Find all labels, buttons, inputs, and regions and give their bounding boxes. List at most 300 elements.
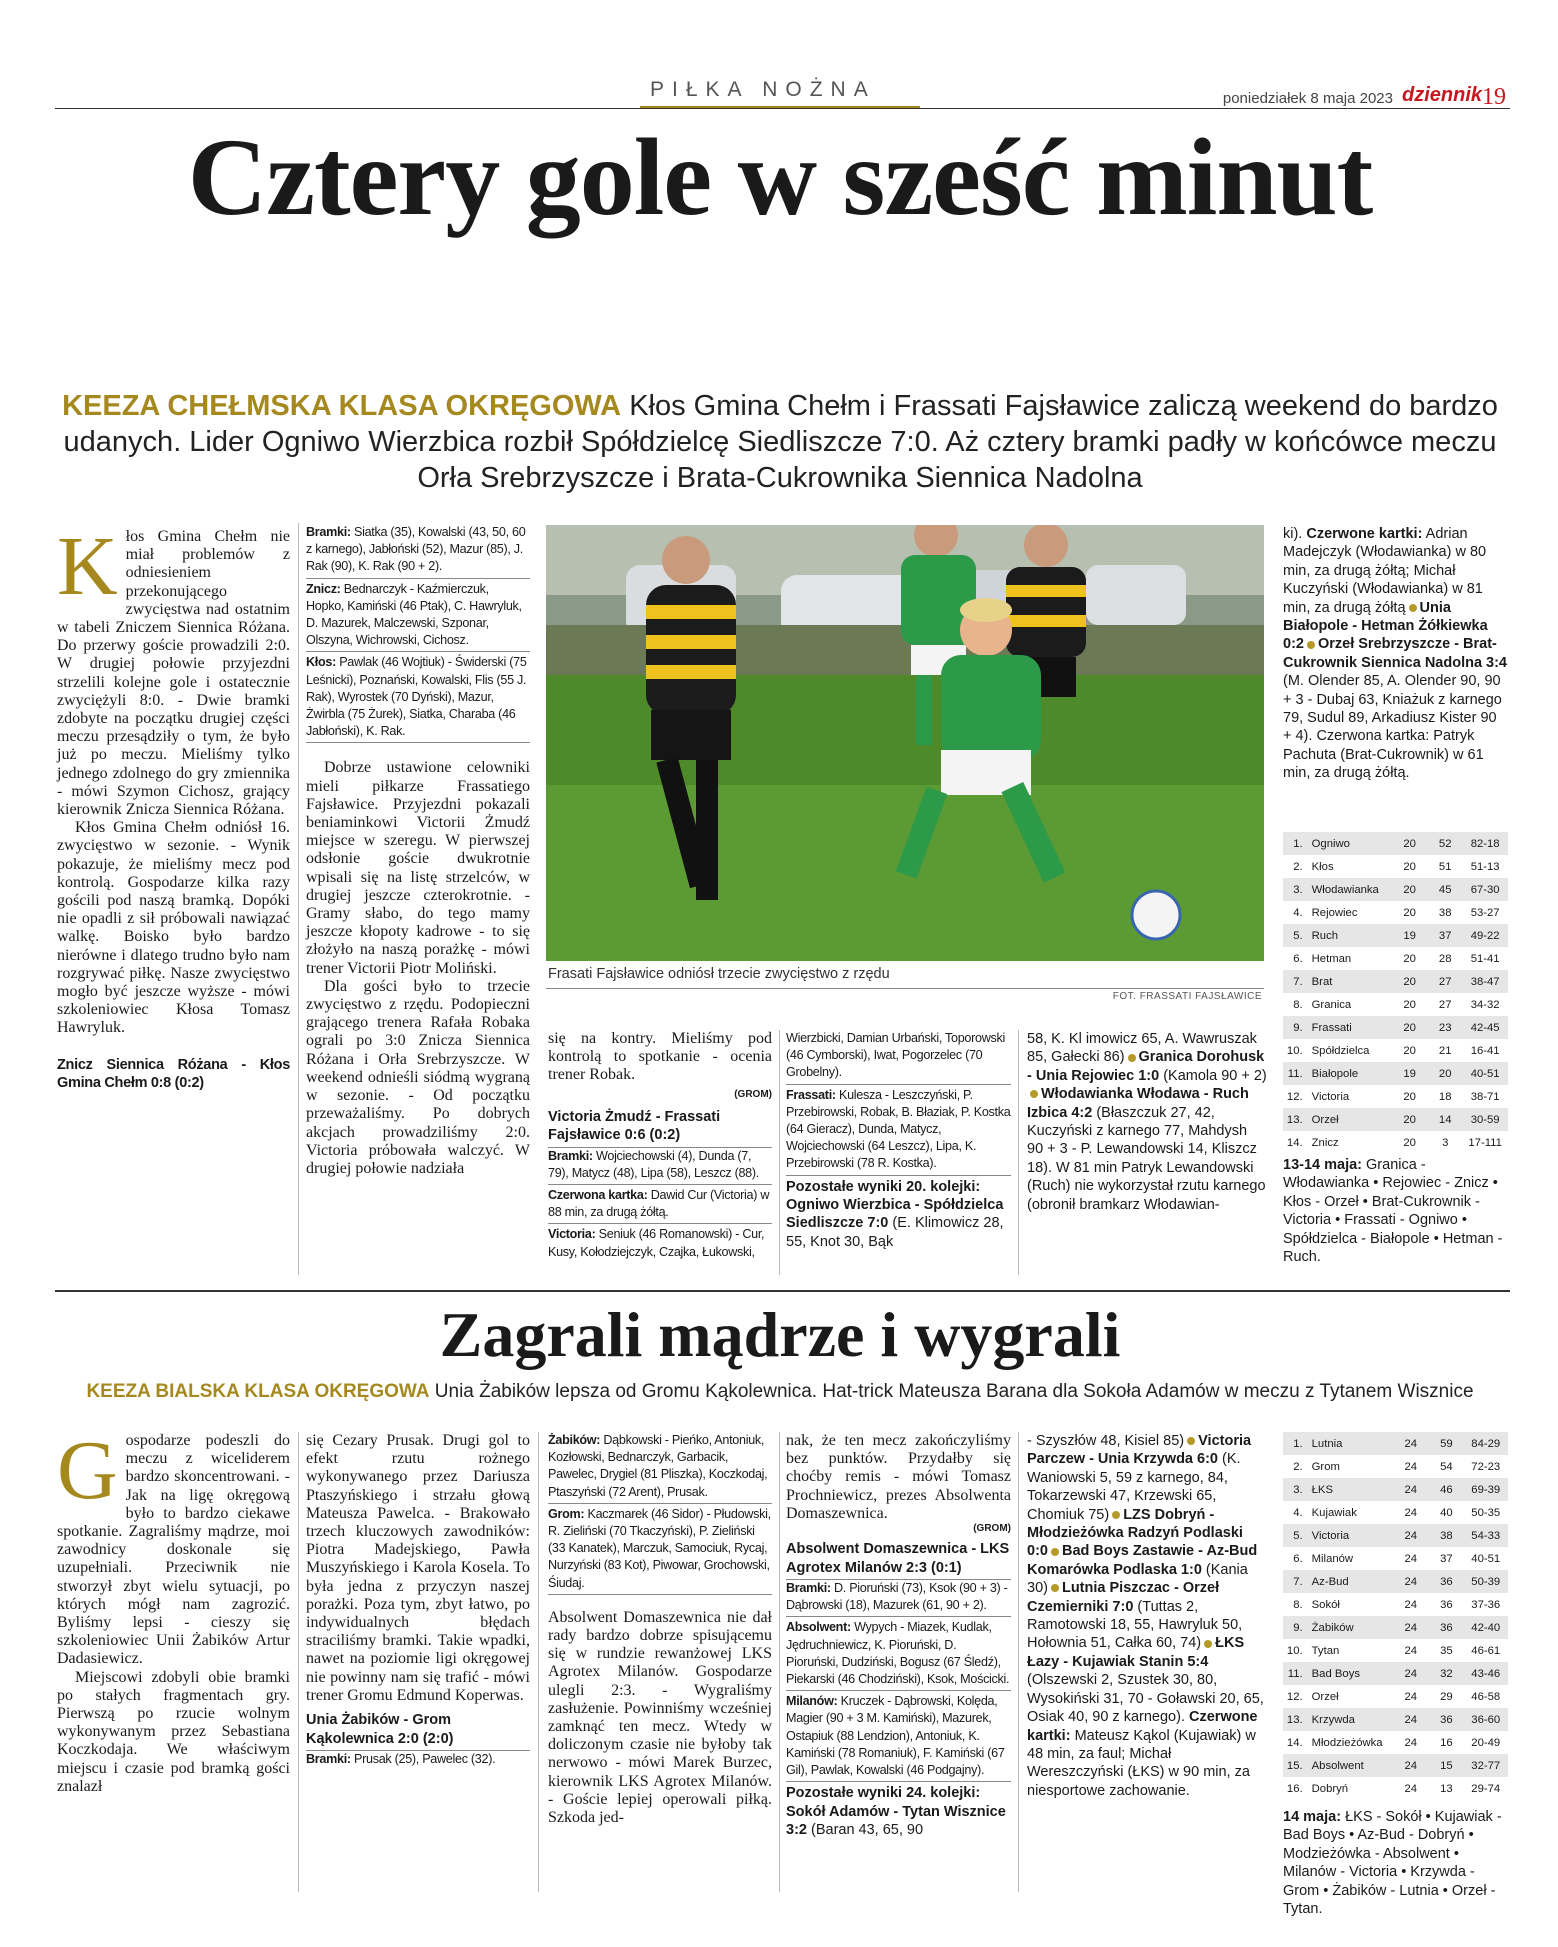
article1-col3 bbox=[548, 1030, 772, 1261]
next-round-label: 14 maja: bbox=[1283, 1809, 1342, 1825]
cell-goals: 29-74 bbox=[1471, 1782, 1501, 1795]
article1-col3-author: (GROM) bbox=[734, 1088, 772, 1100]
cell-goals: 34-32 bbox=[1470, 998, 1500, 1011]
article2-milanow-lineup bbox=[786, 1690, 1011, 1779]
victoria-label: Victoria: bbox=[548, 1227, 596, 1242]
cell-points: 38 bbox=[1440, 1529, 1453, 1542]
cell-points: 15 bbox=[1440, 1759, 1453, 1772]
article1-match2: Victoria Żmudź - Frassati Fajsławice 0:6 (0:2) bbox=[548, 1108, 772, 1148]
result-orzel-scorers: (M. Olender 85, A. Olender 90, 90 + 3 - Dubaj 63, Kniażuk z karnego 79, Sudul 89, Arkadiusz Kister 90 + 4). Czerwona kartka: Patryk Pachuta (Brat-Cukrownik) w 61 min, za drugą żółtą. bbox=[1283, 673, 1502, 782]
article1-lead-label: KEEZA CHEŁMSKA KLASA OKRĘGOWA bbox=[62, 390, 622, 422]
cell-points: 40 bbox=[1440, 1506, 1453, 1519]
caption-rule bbox=[546, 988, 1264, 989]
milanow-label: Milanów: bbox=[786, 1694, 838, 1709]
article2-bramki2 bbox=[786, 1580, 1011, 1614]
col-divider bbox=[779, 1030, 780, 1275]
pozostale-label: Pozostałe wyniki 20. kolejki: bbox=[786, 1178, 981, 1195]
photo-credit: FOT. FRASSATI FAJSŁAWICE bbox=[1112, 991, 1262, 1002]
article2-zabikow-lineup bbox=[548, 1432, 772, 1501]
table-row bbox=[1283, 1039, 1508, 1062]
photo-caption: Frasati Fajsławice odniósł trzecie zwycięstwo z rzędu bbox=[548, 966, 890, 982]
cell-goals: 84-29 bbox=[1471, 1437, 1501, 1450]
article1-lead-text: Kłos Gmina Chełm i Frassati Fajsławice zaliczą weekend do bardzo udanych. Lider Ogniwo Wierzbica rozbił Spółdzielcę Siedliszcze 7:0. Aż cztery bramki padły w końcówce meczu Orła Srebrzyszcze i Brata-Cukrownika Siennica Nadolna bbox=[63, 390, 1498, 494]
article2-lead-label: KEEZA BIALSKA KLASA OKRĘGOWA bbox=[86, 1381, 430, 1402]
result-sokol: Sokół Adamów - Tytan Wisznice 3:2 bbox=[786, 1803, 1006, 1839]
article2-match2: Absolwent Domaszewnica - LKS Agrotex Milanów 2:3 (0:1) bbox=[786, 1540, 1011, 1580]
article2-col4 bbox=[786, 1432, 1011, 1839]
table-row bbox=[1283, 1108, 1508, 1131]
cell-points: 36 bbox=[1440, 1621, 1453, 1634]
zabikow-text: Dąbkowski - Pieńko, Antoniuk, Kozłowski, Bednarczyk, Garbacik, Pawelec, Drygiel (81 Pliszka), Koczkodaj, Ptaszyński (72 Arent), Prusak. bbox=[548, 1433, 768, 1499]
cell-points: 32 bbox=[1440, 1667, 1453, 1680]
cell-position: 3. bbox=[1293, 883, 1303, 896]
cell-points: 13 bbox=[1440, 1782, 1453, 1795]
col-divider bbox=[298, 1432, 299, 1892]
cell-team: Lutnia bbox=[1311, 1437, 1343, 1450]
bullet-icon bbox=[1051, 1584, 1059, 1592]
cell-position: 1. bbox=[1293, 1437, 1303, 1450]
cell-position: 10. bbox=[1286, 1044, 1303, 1057]
cell-points: 37 bbox=[1440, 1552, 1453, 1565]
cell-points: 3 bbox=[1442, 1136, 1449, 1149]
standings-table-chelm bbox=[1283, 832, 1508, 1154]
article1-col6 bbox=[1283, 525, 1508, 783]
cell-position: 11. bbox=[1287, 1667, 1303, 1680]
cell-team: Orzeł bbox=[1311, 1113, 1339, 1126]
cell-position: 1. bbox=[1293, 837, 1303, 850]
result-victoria: Victoria Parczew - Unia Krzywda 6:0 bbox=[1027, 1433, 1252, 1468]
result-lutnia: Lutnia Piszczac - Orzeł Czemierniki 7:0 bbox=[1027, 1580, 1220, 1615]
cell-points: 36 bbox=[1440, 1713, 1453, 1726]
cell-matches: 24 bbox=[1404, 1667, 1418, 1680]
result-granica: Granica Dorohusk - Unia Rejowiec 1:0 bbox=[1027, 1049, 1265, 1084]
table-row bbox=[1283, 878, 1508, 901]
cell-matches: 24 bbox=[1404, 1460, 1418, 1473]
table-row bbox=[1283, 1708, 1508, 1731]
result-lks-scorers: (Olszewski 2, Szustek 30, 80, Wysokiński 31, 70 - Goławski 20, 65, Osiak 40, 90 z karnego). bbox=[1027, 1672, 1264, 1726]
cell-goals: 37-36 bbox=[1471, 1598, 1501, 1611]
article2-match1: Unia Żabików - Grom Kąkolewnica 2:0 (2:0) bbox=[306, 1711, 530, 1751]
article1-victoria-lineup bbox=[548, 1223, 772, 1260]
cell-matches: 20 bbox=[1403, 975, 1416, 988]
cell-matches: 20 bbox=[1403, 860, 1416, 873]
bullet-icon bbox=[1204, 1640, 1212, 1648]
cell-team: Victoria bbox=[1311, 1529, 1350, 1542]
cell-matches: 24 bbox=[1404, 1736, 1418, 1749]
bramki2-label: Bramki: bbox=[786, 1581, 831, 1596]
table-row bbox=[1283, 1131, 1508, 1154]
table-row bbox=[1283, 1754, 1508, 1777]
cell-points: 38 bbox=[1438, 906, 1452, 919]
table-row bbox=[1283, 1731, 1508, 1754]
article1-victoria-cont: Wierzbicki, Damian Urbański, Toporowski (46 Cymborski), Iwat, Pogorzelec (70 Grobelny). bbox=[786, 1031, 1006, 1080]
cell-team: Rejowiec bbox=[1311, 906, 1358, 919]
cell-position: 5. bbox=[1293, 929, 1303, 942]
bramki2-label: Bramki: bbox=[548, 1148, 593, 1163]
cell-position: 9. bbox=[1293, 1621, 1303, 1634]
cell-team: Ogniwo bbox=[1311, 837, 1350, 850]
article2-col3-text: Absolwent Domaszewnica nie dał rady bardzo dobrze spisującemu się w rundzie rewanżowej LKS Agrotex Milanów. Gospodarze ulegli 2:3. - Wygraliśmy zasłużenie. Powinniśmy wcześniej zamknąć ten mecz. Wtedy w doliczonym czasie nie byłoby tak nerwowo - mówi Marek Burzec, kierownik LKS Agrotex Milanów. - Goście lepiej operowali piłką. Szkoda jed- bbox=[548, 1608, 772, 1827]
article2-title: Zagrali mądrze i wygrali bbox=[439, 1299, 1121, 1370]
cell-points: 27 bbox=[1438, 998, 1452, 1011]
article1-col3-text: się na kontry. Mieliśmy pod kontrolą to spotkanie - ocenia trener Robak. bbox=[548, 1030, 772, 1084]
article2-results1 bbox=[786, 1781, 1011, 1839]
cell-matches: 20 bbox=[1403, 1136, 1416, 1149]
cell-matches: 24 bbox=[1404, 1506, 1418, 1519]
table-row bbox=[1283, 1016, 1508, 1039]
table-row bbox=[1283, 855, 1508, 878]
col-divider bbox=[1018, 1030, 1019, 1275]
cell-position: 13. bbox=[1286, 1113, 1303, 1126]
cell-position: 2. bbox=[1293, 1460, 1303, 1473]
frassati-text: Kulesza - Leszczyński, P. Przebirowski, Robak, B. Błaziak, P. Kostka (64 Gieracz), Dunda, Matycz, Wojciechowski (64 Leszcz), Lipa, K. Przebirowski (78 R. Kostka). bbox=[786, 1087, 1011, 1171]
article2-bramki1 bbox=[306, 1751, 530, 1768]
table-row bbox=[1283, 832, 1508, 855]
result-bialopole: Unia Białopole - Hetman Żółkiewka 0:2 bbox=[1283, 599, 1488, 653]
result-ogniwo-scorers: (E. Klimowicz 28, 55, Knot 30, Bąk bbox=[786, 1215, 1004, 1250]
cell-team: Brat bbox=[1311, 975, 1333, 988]
cell-points: 37 bbox=[1438, 929, 1452, 942]
cell-position: 13. bbox=[1286, 1713, 1303, 1726]
bullet-icon bbox=[1051, 1548, 1059, 1556]
cell-team: Młodzieżówka bbox=[1311, 1736, 1383, 1749]
result-wlodawianka: Włodawianka Włodawa - Ruch Izbica 4:2 bbox=[1027, 1086, 1249, 1121]
article2-col2-text: się Cezary Prusak. Drugi gol to efekt rzutu rożnego wykonywanego przez Dariusza Ptaszyńskiego i strzału głową Mateusza Pawelca. - Brakowało trzech kluczowych zawodników: Piotra Madejskiego, Pawła Muszyńskiego i Karola Kosela. To była jedna z przyczyn naszej porażki. Poza tym, zbyt łatwo, po indywidualnych błędach straciliśmy bramki. Takie wpadki, nawet na poziomie ligi okręgowej nie powinny nam się trafić - mówi trener Gromu Edmund Koperwas. bbox=[306, 1432, 530, 1704]
cell-goals: 42-45 bbox=[1470, 1021, 1500, 1034]
next-round-text: Granica - Włodawianka • Rejowiec - Znicz • Kłos - Orzeł • Brat-Cukrownik - Victoria • Frassati - Ogniwo • Spółdzielca - Białopole • Hetman - Ruch. bbox=[1283, 1157, 1503, 1266]
article1-dropcap: K bbox=[57, 520, 118, 613]
cell-points: 29 bbox=[1440, 1690, 1453, 1703]
bramki-label: Bramki: bbox=[306, 525, 351, 539]
cell-team: Białopole bbox=[1311, 1067, 1359, 1080]
cell-position: 16. bbox=[1286, 1782, 1303, 1795]
match-photo bbox=[546, 525, 1264, 961]
red-cards-text: Adrian Madejczyk (Włodawianka) w 80 min, za drugą żółtą; Michał Kuczyński (Włodawianka) w 81 min, za drugą żółtą bbox=[1283, 526, 1487, 616]
article2-lead bbox=[60, 1380, 1500, 1403]
table-row bbox=[1283, 1685, 1508, 1708]
cell-goals: 72-23 bbox=[1471, 1460, 1501, 1473]
result-dobryn: LZS Dobryń - Młodzieżówka Radzyń Podlaski 0:0 bbox=[1027, 1506, 1243, 1560]
cell-points: 27 bbox=[1438, 975, 1452, 988]
absolwent-label: Absolwent: bbox=[786, 1620, 851, 1635]
klos-label: Kłos: bbox=[306, 655, 336, 670]
table-row bbox=[1283, 1085, 1508, 1108]
article1-results1 bbox=[786, 1175, 1011, 1252]
cell-goals: 51-41 bbox=[1470, 952, 1500, 965]
milanow-text: Kruczek - Dąbrowski, Kolęda, Magier (90 + 3 M. Kamiński), Mazurek, Ostapiuk (88 Lendzion), Antoniuk, K. Kamiński (78 Romaniuk), F. Kamiński (67 Gil), Pawlak, Kowalski (46 Podgajny). bbox=[786, 1694, 1005, 1778]
table-row bbox=[1283, 1777, 1508, 1800]
cell-team: Krzywda bbox=[1311, 1713, 1355, 1726]
pozostale-label: Pozostałe wyniki 24. kolejki: bbox=[786, 1785, 981, 1802]
cell-position: 7. bbox=[1293, 1575, 1303, 1588]
cell-position: 14. bbox=[1286, 1736, 1303, 1749]
article1-col5 bbox=[1027, 1030, 1267, 1214]
cell-matches: 20 bbox=[1403, 1090, 1416, 1103]
cell-goals: 20-49 bbox=[1471, 1736, 1501, 1749]
table-row bbox=[1283, 1662, 1508, 1685]
article2-lead-text: Unia Żabików lepsza od Gromu Kąkolewnica. Hat-trick Mateusza Barana dla Sokoła Adamów w meczu z Tytanem Wisznice bbox=[434, 1381, 1474, 1402]
table-row bbox=[1283, 1432, 1508, 1455]
cell-points: 36 bbox=[1440, 1598, 1453, 1611]
bullet-icon bbox=[1409, 604, 1417, 612]
cell-matches: 24 bbox=[1404, 1483, 1418, 1496]
cell-matches: 19 bbox=[1403, 929, 1416, 942]
cell-team: Tytan bbox=[1311, 1644, 1340, 1657]
article1-kartka bbox=[548, 1184, 772, 1221]
match-photo-image bbox=[546, 525, 1264, 961]
article2-col5 bbox=[1027, 1432, 1267, 1800]
table-row bbox=[1283, 993, 1508, 1016]
cell-team: ŁKS bbox=[1311, 1483, 1333, 1496]
cell-position: 4. bbox=[1293, 1506, 1303, 1519]
table-row bbox=[1283, 1501, 1508, 1524]
cell-team: Milanów bbox=[1311, 1552, 1354, 1565]
cell-position: 6. bbox=[1293, 1552, 1303, 1565]
cell-matches: 24 bbox=[1404, 1782, 1418, 1795]
cell-points: 46 bbox=[1440, 1483, 1453, 1496]
red-cards-label: Czerwone kartki: bbox=[1306, 526, 1423, 542]
cell-matches: 20 bbox=[1403, 998, 1416, 1011]
result-ogniwo: Ogniwo Wierzbica - Spółdzielca Siedliszcze 7:0 bbox=[786, 1197, 1004, 1232]
cell-points: 45 bbox=[1438, 883, 1452, 896]
cell-team: Sokół bbox=[1311, 1598, 1340, 1611]
article2-col2 bbox=[306, 1432, 530, 1768]
cell-points: 35 bbox=[1440, 1644, 1453, 1657]
article1-klos-lineup bbox=[306, 651, 530, 743]
cell-points: 52 bbox=[1438, 837, 1452, 850]
cell-points: 51 bbox=[1438, 860, 1452, 873]
cell-goals: 43-46 bbox=[1471, 1667, 1501, 1680]
cell-goals: 49-22 bbox=[1470, 929, 1500, 942]
result-orzel: Orzeł Srebrzyszcze - Brat-Cukrownik Siennica Nadolna 3:4 bbox=[1283, 636, 1507, 671]
result-sokol-scorers: (Baran 43, 65, 90 bbox=[811, 1822, 924, 1839]
col6-continued: ki). bbox=[1283, 526, 1303, 542]
znicz-label: Znicz: bbox=[306, 581, 341, 596]
cell-goals: 42-40 bbox=[1471, 1621, 1501, 1634]
table-row bbox=[1283, 1593, 1508, 1616]
article1-col4 bbox=[786, 1030, 1011, 1251]
grom-text: Kaczmarek (46 Sidor) - Płudowski, R. Zieliński (70 Tkaczyński), P. Zieliński (33 Kanatek), Marczuk, Samociuk, Rycaj, Nurzyński (83 Kot), Piwowar, Grochowski, Śiudaj. bbox=[548, 1506, 771, 1590]
cell-goals: 40-51 bbox=[1470, 1067, 1500, 1080]
zabikow-label: Żabików: bbox=[548, 1433, 601, 1447]
article1-frassati-lineup bbox=[786, 1084, 1011, 1173]
cell-team: Granica bbox=[1311, 998, 1352, 1011]
cell-matches: 24 bbox=[1404, 1437, 1418, 1450]
cell-team: Ruch bbox=[1311, 929, 1339, 942]
cell-team: Bad Boys bbox=[1311, 1667, 1360, 1680]
article2-col3 bbox=[548, 1432, 772, 1827]
cell-matches: 24 bbox=[1404, 1552, 1418, 1565]
table-row bbox=[1283, 901, 1508, 924]
table-row bbox=[1283, 1570, 1508, 1593]
bullet-icon bbox=[1030, 1090, 1038, 1098]
red-cards2-text: Mateusz Kąkol (Kujawiak) w 48 min, za faul; Michał Wereszczyński (ŁKS) w 90 min, za niesportowe zachowanie. bbox=[1027, 1727, 1256, 1799]
table-row bbox=[1283, 1478, 1508, 1501]
cell-position: 11. bbox=[1287, 1067, 1303, 1080]
result-ogniwo-cont: 58, K. Kl imowicz 65, A. Wawruszak 85, Gałecki 86) bbox=[1027, 1031, 1257, 1066]
cell-points: 59 bbox=[1440, 1437, 1453, 1450]
issue-date: poniedziałek 8 maja 2023 bbox=[1222, 90, 1393, 107]
cell-team: Żabików bbox=[1311, 1621, 1354, 1634]
col-divider bbox=[298, 523, 299, 1275]
cell-points: 16 bbox=[1440, 1736, 1453, 1749]
cell-goals: 67-30 bbox=[1470, 883, 1500, 896]
result-victoria-scorers: (K. Waniowski 5, 59 z karnego, 84, Tokarzewski 47, Krzewski 65, Chomiuk 75) bbox=[1027, 1451, 1241, 1523]
article1-bramki2 bbox=[548, 1148, 772, 1182]
cell-goals: 38-71 bbox=[1470, 1090, 1500, 1103]
cell-team: Włodawianka bbox=[1311, 883, 1379, 896]
table-row bbox=[1283, 1524, 1508, 1547]
frassati-label: Frassati: bbox=[786, 1087, 836, 1102]
result-badboys-scorers: (Kania 30) bbox=[1027, 1561, 1248, 1597]
cell-team: Hetman bbox=[1311, 952, 1352, 965]
cell-position: 7. bbox=[1293, 975, 1303, 988]
cell-team: Spółdzielca bbox=[1311, 1044, 1370, 1057]
table-row bbox=[1283, 1639, 1508, 1662]
article2-col1-p2: Miejscowi zdobyli obie bramki po stałych fragmentach gry. Pierwszą po rzucie wolnym wykonywanym przez Sebastiana Koczkodaja. We właściwym miejscu i czasie pod bramką gości znalazł bbox=[57, 1668, 290, 1795]
bramki-text: Prusak (25), Pawelec (32). bbox=[354, 1752, 496, 1767]
cell-goals: 16-41 bbox=[1470, 1044, 1500, 1057]
cell-matches: 20 bbox=[1403, 952, 1416, 965]
section-label: PIŁKA NOŻNA bbox=[650, 78, 876, 101]
cell-goals: 50-39 bbox=[1471, 1575, 1501, 1588]
table-row bbox=[1283, 1062, 1508, 1085]
cell-matches: 20 bbox=[1403, 1021, 1416, 1034]
cell-matches: 24 bbox=[1404, 1575, 1418, 1588]
cell-points: 14 bbox=[1438, 1113, 1452, 1126]
standings-table-biala bbox=[1283, 1432, 1508, 1800]
grom-label: Grom: bbox=[548, 1506, 585, 1521]
klos-text: Pawlak (46 Wojtiuk) - Świderski (75 Leśnicki), Poznański, Kowalski, Flis (55 J. Rak), Wyrostek (70 Dyński), Mazur, Żwirbla (75 Żurek), Siatka, Charaba (46 Jabłoński), K. Rak. bbox=[306, 655, 527, 739]
cell-position: 12. bbox=[1286, 1090, 1303, 1103]
cell-goals: 30-59 bbox=[1470, 1113, 1500, 1126]
article1-col1-p1: łos Gmina Chełm nie miał problemów z odniesieniem przekonującego zwycięstwa nad ostatnim w tabeli Zniczem Siennica Różana. Do przerwy goście prowadzili 2:0. W drugiej połowie przyjezdni strzelili kolejne gole i ostatecznie zwyciężyli 8:0. - Dwie bramki zdobyte na początku drugiej części meczu przesądziły o tym, że było już po meczu. Mieliśmy tylko jednego zdolnego do gry zmiennika - mówi Szymon Cichosz, grający kierownik Znicza Siennica Różana. bbox=[57, 528, 290, 819]
cell-position: 9. bbox=[1293, 1021, 1303, 1034]
cell-matches: 24 bbox=[1404, 1621, 1418, 1634]
bullet-icon bbox=[1128, 1054, 1136, 1062]
article1-bramki1 bbox=[306, 524, 530, 576]
table-row bbox=[1283, 947, 1508, 970]
col-divider bbox=[1018, 1432, 1019, 1892]
cell-points: 23 bbox=[1438, 1021, 1452, 1034]
cell-team: Kujawiak bbox=[1311, 1506, 1357, 1519]
cell-matches: 24 bbox=[1404, 1644, 1418, 1657]
cell-matches: 20 bbox=[1403, 837, 1416, 850]
page-number: 19 bbox=[1482, 84, 1506, 110]
cell-team: Az-Bud bbox=[1311, 1575, 1349, 1588]
cell-position: 10. bbox=[1286, 1644, 1303, 1657]
cell-team: Grom bbox=[1311, 1460, 1340, 1473]
cell-goals: 32-77 bbox=[1471, 1759, 1501, 1772]
cell-goals: 40-51 bbox=[1471, 1552, 1501, 1565]
cell-goals: 38-47 bbox=[1470, 975, 1500, 988]
bramki2-text: Wojciechowski (4), Dunda (7, 79), Matycz (48), Lipa (58), Leszcz (88). bbox=[548, 1148, 759, 1180]
znicz-text: Bednarczyk - Kaźmierczuk, Hopko, Kamiński (46 Ptak), C. Hawryluk, D. Mazurek, Malczewski, Szponar, Olszyna, Wichrowski, Cichosz. bbox=[306, 581, 522, 648]
cell-position: 6. bbox=[1293, 952, 1303, 965]
article1-match1: Znicz Siennica Różana - Kłos Gmina Chełm 0:8 (0:2) bbox=[57, 1056, 290, 1092]
article2-col4-text: nak, że ten mecz zakończyliśmy bez punktów. Przydałby się choćby remis - mówi Tomasz Prochniewicz, prezes Absolwenta Domaszewnica. bbox=[786, 1432, 1011, 1522]
result-badboys: Bad Boys Zastawie - Az-Bud Komarówka Podlaska 1:0 bbox=[1027, 1543, 1258, 1578]
kartka-text: Dawid Cur (Victoria) w 88 min, za drugą żółtą. bbox=[548, 1188, 770, 1220]
cell-team: Dobryń bbox=[1311, 1782, 1349, 1795]
table-row bbox=[1283, 1455, 1508, 1478]
article2-absolwent-lineup bbox=[786, 1616, 1011, 1688]
cell-goals: 17-111 bbox=[1468, 1136, 1502, 1149]
article1-znicz-lineup bbox=[306, 578, 530, 650]
dziennik-logo: dziennik bbox=[1401, 84, 1482, 106]
cell-team: Victoria bbox=[1311, 1090, 1350, 1103]
bramki2-text: D. Pioruński (73), Ksok (90 + 3) - Dąbrowski (18), Mazurek (61, 90 + 2). bbox=[786, 1581, 1008, 1613]
cell-points: 36 bbox=[1440, 1575, 1453, 1588]
cell-points: 20 bbox=[1438, 1067, 1452, 1080]
cell-team: Absolwent bbox=[1311, 1759, 1364, 1772]
article2-col4-author: (GROM) bbox=[973, 1523, 1011, 1535]
article2-col1-p1: ospodarze podeszli do meczu z wiceliderem bardzo skoncentrowani. - Jak na ligę okręgową było to bardzo ciekawe spotkanie. Zagraliśmy mądrze, moi zawodnicy doskonale się uzupełniali. Przeciwnik nie stworzył zbyt wielu sytuacji, po których mógł nam zagrozić. Byliśmy lepsi - cieszy się szkoleniowiec Unii Żabików Artur Dadasiewicz. bbox=[57, 1432, 290, 1668]
cell-matches: 20 bbox=[1403, 1044, 1416, 1057]
cell-goals: 54-33 bbox=[1471, 1529, 1501, 1542]
col-divider bbox=[779, 1432, 780, 1892]
article2-grom-lineup bbox=[548, 1503, 772, 1595]
cell-goals: 36-60 bbox=[1471, 1713, 1501, 1726]
absolwent-text: Wypych - Miazek, Kudlak, Jędruchniewicz, K. Pioruński, D. Pioruński, Dudziński, Bogusz (67 Śledź), Piekarski (46 Chodziński), Ksok, Mościcki. bbox=[786, 1620, 1010, 1687]
article1-col1 bbox=[57, 520, 290, 1093]
cell-position: 15. bbox=[1286, 1759, 1303, 1772]
cell-matches: 24 bbox=[1404, 1690, 1418, 1703]
cell-goals: 69-39 bbox=[1471, 1483, 1501, 1496]
article1-next-round bbox=[1283, 1156, 1508, 1266]
table-row bbox=[1283, 1547, 1508, 1570]
article-separator bbox=[55, 1290, 1510, 1292]
cell-points: 21 bbox=[1438, 1044, 1452, 1057]
col-divider bbox=[538, 1432, 539, 1892]
cell-team: Kłos bbox=[1311, 860, 1334, 873]
cell-position: 8. bbox=[1293, 1598, 1303, 1611]
article1-col2-body bbox=[306, 759, 530, 1178]
victoria-text: Seniuk (46 Romanowski) - Cur, Kusy, Kołodziejczyk, Czajka, Łukowski, bbox=[548, 1227, 765, 1259]
bullet-icon bbox=[1112, 1511, 1120, 1519]
table-row bbox=[1283, 1616, 1508, 1639]
cell-goals: 46-61 bbox=[1471, 1644, 1501, 1657]
article1-col2-p1: Dobrze ustawione celowniki mieli piłkarze Frassatiego Fajsławice. Przyjezdni pokazali beniaminkowi Victorii Żmudź miejsce w szeregu. W pierwszej odsłonie goście dwukrotnie wpisali się na listę strzelców, w drugiej jeszcze czterokrotnie. - Gramy słabo, do tego mamy jeszcze kłopoty kadrowe - to się złożyło na naszą porażkę - mówi trener Victorii Piotr Moliński. bbox=[306, 759, 530, 977]
cell-team: Orzeł bbox=[1311, 1690, 1339, 1703]
result-sokol-cont: - Szyszłów 48, Kisiel 85) bbox=[1027, 1433, 1185, 1449]
cell-matches: 19 bbox=[1403, 1067, 1416, 1080]
cell-team: Frassati bbox=[1311, 1021, 1352, 1034]
cell-matches: 24 bbox=[1404, 1759, 1418, 1772]
table-row bbox=[1283, 924, 1508, 947]
article2-next-round bbox=[1283, 1808, 1508, 1918]
article1-lead bbox=[60, 388, 1500, 496]
result-lutnia-scorers: (Tuttas 2, Ramotowski 18, 55, Hawryluk 50, Hołownia 51, Całka 60, 74) bbox=[1027, 1598, 1243, 1652]
cell-matches: 24 bbox=[1404, 1529, 1418, 1542]
cell-position: 3. bbox=[1293, 1483, 1303, 1496]
cell-goals: 53-27 bbox=[1470, 906, 1500, 919]
next-round-text: ŁKS - Sokół • Kujawiak - Bad Boys • Az-Bud - Dobryń • Modzieżówka - Absolwent • Milanów - Victoria • Krzywda - Grom • Żabików - Lutnia • Orzeł - Tytan. bbox=[1283, 1809, 1502, 1918]
next-round-label: 13-14 maja: bbox=[1283, 1157, 1362, 1173]
red-cards2-label: Czerwone kartki: bbox=[1027, 1709, 1258, 1744]
kartka-label: Czerwona kartka: bbox=[548, 1188, 648, 1203]
result-lks: ŁKS Łazy - Kujawiak Stanin 5:4 bbox=[1027, 1635, 1245, 1670]
cell-goals: 46-58 bbox=[1471, 1690, 1501, 1703]
cell-goals: 50-35 bbox=[1471, 1506, 1501, 1519]
result-wlodawianka-scorers: (Błaszczuk 27, 42, Kuczyński z karnego 77, Mahdysh 90 + 3 - P. Lewandowski 14, Kliszcz 18). W 81 min Patryk Lewandowski (Ruch) nie wykorzystał rzutu karnego (obronił bramkarz Włodawian- bbox=[1027, 1104, 1266, 1213]
cell-goals: 51-13 bbox=[1470, 860, 1500, 873]
bramki-label: Bramki: bbox=[306, 1752, 351, 1767]
article1-col1-p2: Kłos Gmina Chełm odniósł 16. zwycięstwo w sezonie. - Wynik pokazuje, że mieliśmy mecz pod kontrolą. Gospodarze kilka razy gościli pod naszą bramką. Dopóki nie opadli z sił próbowali nawiązać walkę. Boisko było bardzo nierówne i dlatego trudno było nam rozgrywać piłkę. Nasze zwycięstwo mogło być jeszcze wyższe - mówi szkoleniowiec Kłosa Tomasz Hawryluk. bbox=[57, 819, 290, 1037]
cell-matches: 24 bbox=[1404, 1713, 1418, 1726]
cell-matches: 20 bbox=[1403, 883, 1416, 896]
bullet-icon bbox=[1187, 1437, 1195, 1445]
